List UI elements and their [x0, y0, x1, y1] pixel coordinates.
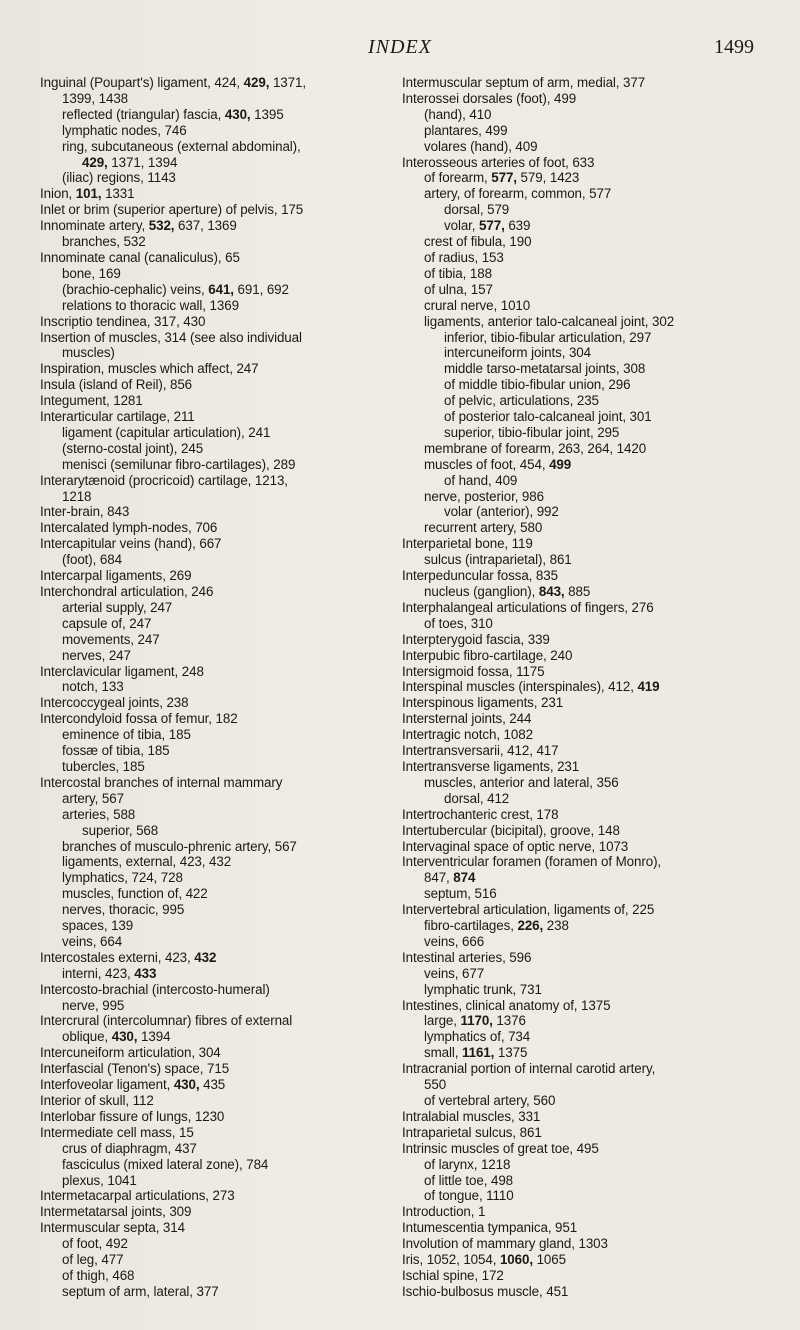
- index-entry: (iliac) regions, 1143: [62, 170, 176, 186]
- index-entry: Intestines, clinical anatomy of, 1375: [402, 997, 611, 1013]
- index-entry: Intertransversarii, 412, 417: [402, 743, 559, 759]
- index-entry: Intercuneiform articulation, 304: [40, 1045, 221, 1061]
- index-entry: volar (anterior), 992: [444, 504, 559, 520]
- index-entry: of radius, 153: [424, 249, 504, 265]
- index-entry: artery, 567: [62, 790, 124, 806]
- index-entry: inferior, tibio-fibular articulation, 297: [444, 329, 652, 345]
- index-entry: Ischial spine, 172: [402, 1267, 504, 1283]
- index-entry: of leg, 477: [62, 1252, 124, 1268]
- index-entry: of tibia, 188: [424, 265, 492, 281]
- index-entry: Interpubic fibro-cartilage, 240: [402, 647, 573, 663]
- index-entry: relations to thoracic wall, 1369: [62, 297, 239, 313]
- index-entry: membrane of forearm, 263, 264, 1420: [424, 440, 647, 456]
- index-entry: Interlobar fissure of lungs, 1230: [40, 1108, 225, 1124]
- index-entry: of vertebral artery, 560: [424, 1093, 556, 1108]
- index-entry: Intralabial muscles, 331: [402, 1108, 541, 1124]
- index-entry: fasciculus (mixed lateral zone), 784: [62, 1156, 269, 1172]
- index-entry: Intercondyloid fossa of femur, 182: [40, 711, 238, 727]
- index-entry: reflected (triangular) fascia, 430, 1395: [62, 106, 284, 122]
- index-entry: septum, 516: [424, 886, 497, 902]
- index-entry: lymphatic nodes, 746: [62, 122, 187, 138]
- index-entry: of thigh, 468: [62, 1267, 135, 1283]
- index-entry: ligament (capitular articulation), 241: [62, 424, 271, 440]
- index-entry: Intervaginal space of optic nerve, 1073: [402, 838, 629, 854]
- index-entry: Intertrochanteric crest, 178: [402, 806, 559, 822]
- index-entry: Ischio-bulbosus muscle, 451: [402, 1283, 569, 1299]
- index-entry: Intercostal branches of internal mammary: [40, 774, 283, 790]
- index-entry: intercuneiform joints, 304: [444, 345, 592, 361]
- page-number: 1499: [714, 36, 754, 58]
- index-entry: (sterno-costal joint), 245: [62, 440, 204, 456]
- index-entry: arteries, 588: [62, 806, 136, 822]
- index-entry: of pelvic, articulations, 235: [444, 393, 599, 409]
- index-entry: Interventricular foramen (foramen of Monro),: [402, 854, 662, 870]
- index-entry: Intercapitular veins (hand), 667: [40, 536, 222, 552]
- index-entry: of middle tibio-fibular union, 296: [444, 377, 631, 393]
- index-entry: ligaments, anterior talo-calcaneal joint, 302: [424, 313, 675, 329]
- index-entry: middle tarso-metatarsal joints, 308: [444, 361, 646, 377]
- index-entry: 1218: [62, 488, 92, 504]
- index-entry: sulcus (intraparietal), 861: [424, 552, 572, 568]
- index-entry: recurrent artery, 580: [424, 520, 543, 536]
- index-entry: veins, 664: [62, 933, 123, 949]
- index-entry: Intermuscular septa, 314: [40, 1220, 185, 1236]
- index-entry: Interfascial (Tenon's) space, 715: [40, 1061, 230, 1077]
- index-column-right: [402, 75, 762, 1300]
- index-entry: crest of fibula, 190: [424, 234, 532, 250]
- index-entry: Interarytænoid (procricoid) cartilage, 1213,: [40, 472, 288, 488]
- index-entry: notch, 133: [62, 679, 124, 695]
- index-entry: Interarticular cartilage, 211: [40, 409, 195, 425]
- index-entry: 429, 1371, 1394: [82, 154, 178, 170]
- index-entry: (brachio-cephalic) veins, 641, 691, 692: [62, 281, 289, 297]
- index-entry: Interphalangeal articulations of fingers, 276: [402, 599, 654, 615]
- index-entry: Intertubercular (bicipital), groove, 148: [402, 822, 620, 838]
- index-entry: Innominate canal (canaliculus), 65: [40, 249, 240, 265]
- index-entry: of little toe, 498: [424, 1172, 514, 1188]
- index-entry: of hand, 409: [444, 472, 518, 488]
- index-entry: Inspiration, muscles which affect, 247: [40, 361, 259, 377]
- index-entry: Interossei dorsales (foot), 499: [402, 90, 577, 106]
- index-entry: volar, 577, 639: [444, 218, 531, 234]
- index-entry: superior, 568: [82, 822, 159, 838]
- index-entry: ligaments, external, 423, 432: [62, 854, 232, 870]
- index-entry: Insula (island of Reil), 856: [40, 377, 193, 393]
- index-entry: (hand), 410: [424, 106, 492, 122]
- index-entry: Inter-brain, 843: [40, 504, 130, 520]
- index-entry: dorsal, 579: [444, 202, 510, 218]
- index-entry: 847, 874: [424, 870, 476, 886]
- page-title: INDEX: [368, 36, 432, 58]
- index-entry: lymphatic trunk, 731: [424, 981, 542, 997]
- index-entry: Intermuscular septum of arm, medial, 377: [402, 75, 646, 90]
- index-entry: septum of arm, lateral, 377: [62, 1283, 219, 1299]
- index-entry: Intrinsic muscles of great toe, 495: [402, 1140, 599, 1156]
- index-entry: Interosseous arteries of foot, 633: [402, 154, 595, 170]
- index-entry: Inion, 101, 1331: [40, 186, 135, 202]
- index-entry: of toes, 310: [424, 615, 493, 631]
- index-entry: Intercoccygeal joints, 238: [40, 695, 189, 711]
- index-entry: arterial supply, 247: [62, 599, 173, 615]
- index-entry: Intumescentia tympanica, 951: [402, 1220, 578, 1236]
- index-entry: nerves, thoracic, 995: [62, 902, 185, 918]
- index-entry: Inscriptio tendinea, 317, 430: [40, 313, 206, 329]
- index-entry: volares (hand), 409: [424, 138, 538, 154]
- index-entry: muscles of foot, 454, 499: [424, 456, 572, 472]
- index-entry: muscles, function of, 422: [62, 886, 208, 902]
- index-entry: veins, 677: [424, 965, 485, 981]
- index-entry: of larynx, 1218: [424, 1156, 511, 1172]
- index-entry: Intercostales externi, 423, 432: [40, 949, 217, 965]
- index-entry: plantares, 499: [424, 122, 508, 138]
- index-entry: Innominate artery, 532, 637, 1369: [40, 218, 237, 234]
- index-column-left: [40, 75, 380, 1300]
- index-entry: Interfoveolar ligament, 430, 435: [40, 1077, 226, 1093]
- index-entry: movements, 247: [62, 631, 160, 647]
- index-entry: Inguinal (Poupart's) ligament, 424, 429, 1371,: [40, 75, 306, 90]
- index-entry: Intersternal joints, 244: [402, 711, 532, 727]
- index-entry: Intertransverse ligaments, 231: [402, 758, 580, 774]
- page-header: [40, 34, 760, 64]
- index-entry: Iris, 1052, 1054, 1060, 1065: [402, 1252, 566, 1268]
- index-entry: spaces, 139: [62, 918, 134, 934]
- index-entry: Intraparietal sulcus, 861: [402, 1124, 542, 1140]
- index-entry: Intracranial portion of internal carotid artery,: [402, 1061, 656, 1077]
- index-entry: eminence of tibia, 185: [62, 727, 191, 743]
- index-entry: Intercrural (intercolumnar) fibres of external: [40, 1013, 293, 1029]
- index-entry: Integument, 1281: [40, 393, 143, 409]
- index-entry: branches of musculo-phrenic artery, 567: [62, 838, 297, 854]
- index-entry: veins, 666: [424, 933, 485, 949]
- index-entry: superior, tibio-fibular joint, 295: [444, 424, 620, 440]
- index-entry: crus of diaphragm, 437: [62, 1140, 197, 1156]
- index-entry: Involution of mammary gland, 1303: [402, 1236, 608, 1252]
- index-entry: large, 1170, 1376: [424, 1013, 526, 1029]
- index-entry: Intertragic notch, 1082: [402, 727, 533, 743]
- index-entry: lymphatics of, 734: [424, 1029, 531, 1045]
- index-entry: of ulna, 157: [424, 281, 493, 297]
- index-entry: crural nerve, 1010: [424, 297, 531, 313]
- index-entry: 1399, 1438: [62, 90, 129, 106]
- index-entry: 550: [424, 1077, 447, 1093]
- index-entry: bone, 169: [62, 265, 121, 281]
- index-entry: capsule of, 247: [62, 615, 152, 631]
- index-entry: Interparietal bone, 119: [402, 536, 533, 552]
- index-entry: Interior of skull, 112: [40, 1093, 154, 1108]
- index-entry: dorsal, 412: [444, 790, 510, 806]
- index-entry: nerve, posterior, 986: [424, 488, 544, 504]
- index-entry: lymphatics, 724, 728: [62, 870, 183, 886]
- index-entry: Intervertebral articulation, ligaments of, 225: [402, 902, 655, 918]
- index-entry: Intercalated lymph-nodes, 706: [40, 520, 218, 536]
- index-entry: branches, 532: [62, 234, 146, 250]
- index-entry: of foot, 492: [62, 1236, 128, 1252]
- index-entry: Interpeduncular fossa, 835: [402, 568, 558, 584]
- index-entry: fossæ of tibia, 185: [62, 743, 170, 759]
- index-entry: small, 1161, 1375: [424, 1045, 528, 1061]
- index-entry: Intermediate cell mass, 15: [40, 1124, 194, 1140]
- index-entry: artery, of forearm, common, 577: [424, 186, 612, 202]
- index-entry: Interpterygoid fascia, 339: [402, 631, 550, 647]
- index-entry: menisci (semilunar fibro-cartilages), 289: [62, 456, 296, 472]
- index-entry: Interspinous ligaments, 231: [402, 695, 564, 711]
- index-entry: Intercosto-brachial (intercosto-humeral): [40, 981, 270, 997]
- index-entry: Intersigmoid fossa, 1175: [402, 663, 545, 679]
- index-entry: muscles): [62, 345, 115, 361]
- index-entry: Introduction, 1: [402, 1204, 486, 1220]
- index-entry: fibro-cartilages, 226, 238: [424, 918, 569, 934]
- index-entry: interni, 423, 433: [62, 965, 157, 981]
- index-entry: Insertion of muscles, 314 (see also individual: [40, 329, 302, 345]
- index-entry: of tongue, 1110: [424, 1188, 514, 1204]
- index-entry: Interspinal muscles (interspinales), 412, 419: [402, 679, 660, 695]
- index-entry: of posterior talo-calcaneal joint, 301: [444, 409, 652, 425]
- index-entry: ring, subcutaneous (external abdominal),: [62, 138, 301, 154]
- index-entry: nerve, 995: [62, 997, 125, 1013]
- index-entry: Intercarpal ligaments, 269: [40, 568, 192, 584]
- index-entry: nerves, 247: [62, 647, 131, 663]
- index-entry: Interchondral articulation, 246: [40, 584, 214, 599]
- index-entry: plexus, 1041: [62, 1172, 137, 1188]
- index-entry: Intermetacarpal articulations, 273: [40, 1188, 235, 1204]
- index-entry: Intermetatarsal joints, 309: [40, 1204, 192, 1220]
- index-entry: nucleus (ganglion), 843, 885: [424, 584, 591, 599]
- index-entry: Interclavicular ligament, 248: [40, 663, 204, 679]
- index-entry: muscles, anterior and lateral, 356: [424, 774, 619, 790]
- index-entry: of forearm, 577, 579, 1423: [424, 170, 580, 186]
- index-entry: tubercles, 185: [62, 758, 145, 774]
- index-entry: Intestinal arteries, 596: [402, 949, 532, 965]
- index-entry: Inlet or brim (superior aperture) of pelvis, 175: [40, 202, 304, 218]
- index-entry: oblique, 430, 1394: [62, 1029, 171, 1045]
- index-entry: (foot), 684: [62, 552, 122, 568]
